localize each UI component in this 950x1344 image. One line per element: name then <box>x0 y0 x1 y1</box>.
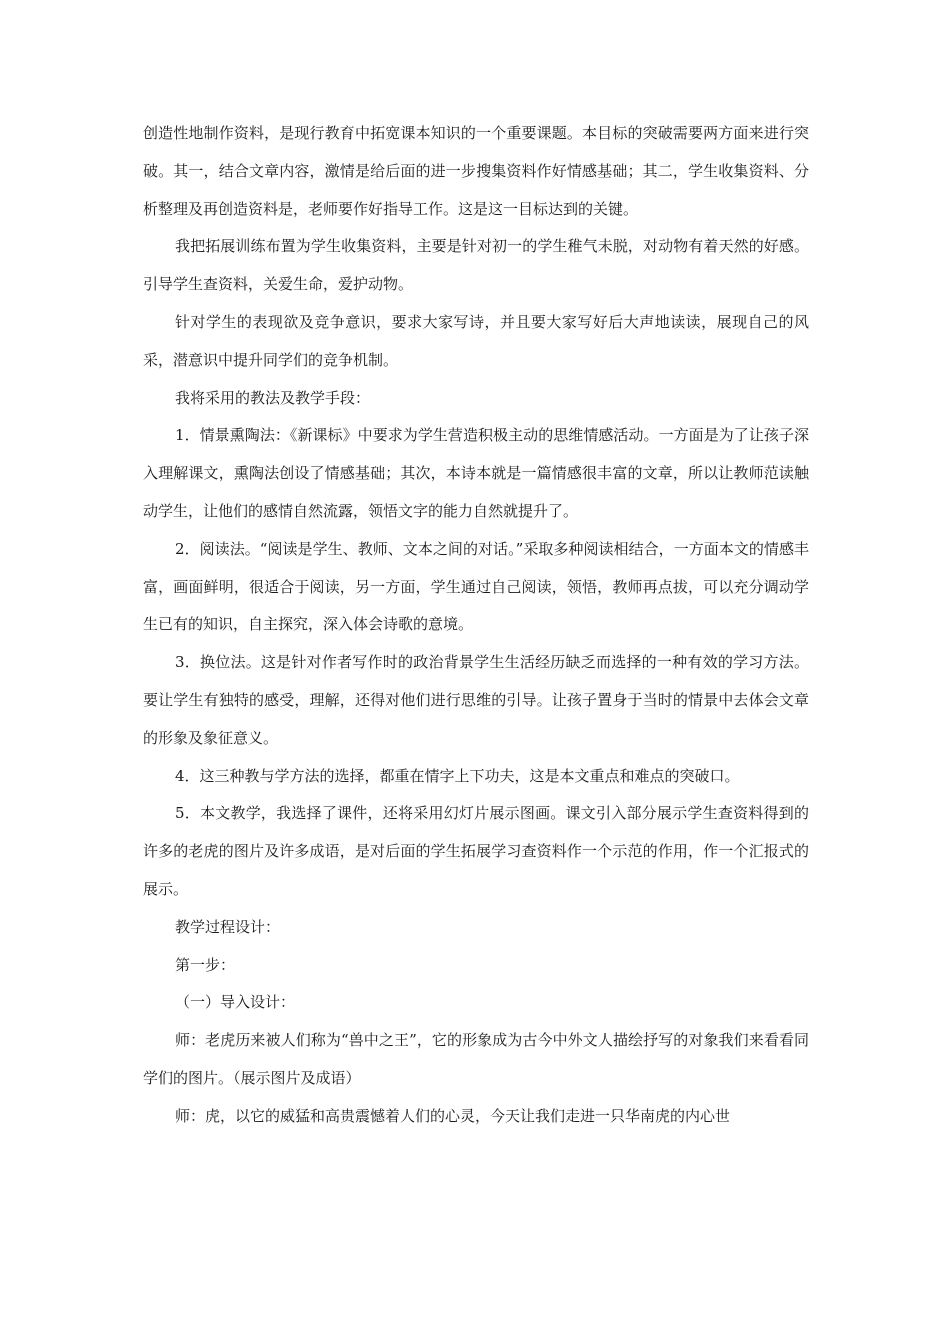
paragraph-9: 5．本文教学，我选择了课件，还将采用幻灯片展示图画。课文引入部分展示学生查资料得到的许多的老虎的图片及许多成语，是对后面的学生拓展学习查资料作一个示范的作用，作一个汇报式的展示。 <box>143 804 809 898</box>
paragraph-11: 第一步： <box>175 955 236 974</box>
paragraph-10: 教学过程设计： <box>175 917 281 936</box>
document-body <box>143 115 809 1136</box>
paragraph-3: 针对学生的表现欲及竞争意识，要求大家写诗，并且要大家写好后大声地读读，展现自己的风采，潜意识中提升同学们的竞争机制。 <box>143 312 809 369</box>
paragraph-2: 我把拓展训练布置为学生收集资料，主要是针对初一的学生稚气未脱，对动物有着天然的好感。引导学生查资料，关爱生命，爱护动物。 <box>143 237 809 294</box>
paragraph-4: 我将采用的教法及教学手段： <box>175 388 371 407</box>
paragraph-7: 3．换位法。这是针对作者写作时的政治背景学生生活经历缺乏而选择的一种有效的学习方法。要让学生有独特的感受，理解，还得对他们进行思维的引导。让孩子置身于当时的情景中去体会文章的形象及象征意义。 <box>143 653 809 747</box>
paragraph-14: 师：虎，以它的威猛和高贵震憾着人们的心灵，今天让我们走进一只华南虎的内心世 <box>175 1106 731 1125</box>
paragraph-6: 2．阅读法。“阅读是学生、教师、文本之间的对话。”采取多种阅读相结合，一方面本文的情感丰富，画面鲜明，很适合于阅读，另一方面，学生通过自己阅读，领悟，教师再点拔，可以充分调动学生已有的知识，自主探究，深入体会诗歌的意境。 <box>143 539 809 634</box>
paragraph-5: 1．情景熏陶法：《新课标》中要求为学生营造积极主动的思维情感活动。一方面是为了让孩子深入理解课文，熏陶法创设了情感基础；其次，本诗本就是一篇情感很丰富的文章，所以让教师范读触动学生，让他们的感情自然流露，领悟文字的能力自然就提升了。 <box>143 426 809 520</box>
paragraph-13: 师：老虎历来被人们称为“兽中之王”，它的形象成为古今中外文人描绘抒写的对象我们来看看同学们的图片。（展示图片及成语） <box>143 1031 809 1087</box>
paragraph-8: 4．这三种教与学方法的选择，都重在情字上下功夫，这是本文重点和难点的突破口。 <box>175 766 740 785</box>
paragraph-12: （一）导入设计： <box>175 993 296 1012</box>
paragraph-1: 创造性地制作资料，是现行教育中拓宽课本知识的一个重要课题。本目标的突破需要两方面来进行突破。其一，结合文章内容，激情是给后面的进一步搜集资料作好情感基础；其二，学生收集资料、分析整理及再创造资料是，老师要作好指导工作。这是这一目标达到的关键。 <box>143 124 809 218</box>
